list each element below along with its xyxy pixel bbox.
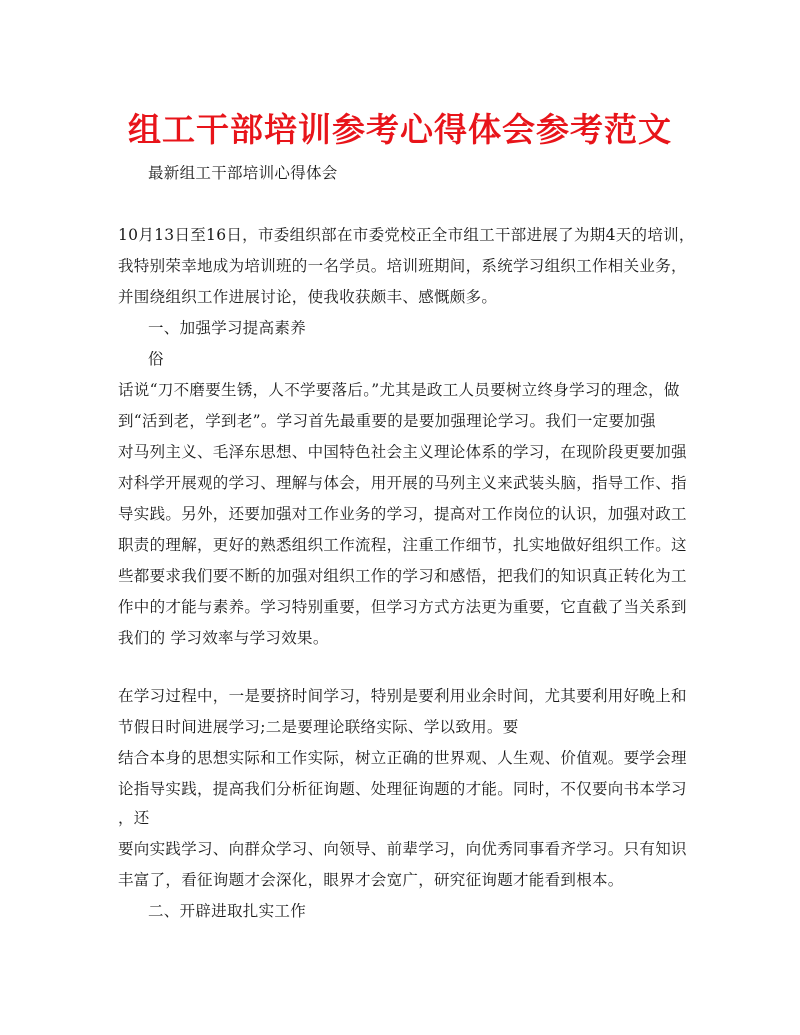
paragraph-line: 职责的理解，更好的熟悉组织工作流程，注重工作细节，扎实地做好组织工作。这	[118, 536, 687, 554]
paragraph-line: 丰富了，看征询题才会深化，眼界才会宽广，研究征询题才能看到根本。	[118, 871, 624, 889]
paragraph-line: 俗	[148, 350, 164, 368]
paragraph-line: 我们的 学习效率与学习效果。	[118, 629, 329, 647]
paragraph-line: 论指导实践，提高我们分析征询题、处理征询题的才能。同时，不仅要向书本学习	[118, 780, 687, 798]
paragraph-line: 到“活到老，学到老”。学习首先最重要的是要加强理论学习。我们一定要加强	[118, 412, 656, 430]
paragraph-line: 并围绕组织工作进展讨论，使我收获颇丰、感慨颇多。	[118, 288, 498, 306]
paragraph-line: ，还	[118, 809, 150, 827]
paragraph-line: 对科学开展观的学习、理解与体会，用开展的马列主义来武装头脑，指导工作、指	[118, 474, 687, 492]
paragraph-line: 我特别荣幸地成为培训班的一名学员。培训班期间，系统学习组织工作相关业务，	[118, 257, 687, 275]
paragraph-line: 10月13日至16日，市委组织部在市委党校正全市组工干部进展了为期4天的培训，	[118, 226, 695, 244]
paragraph-line: 要向实践学习、向群众学习、向领导、前辈学习，向优秀同事看齐学习。只有知识	[118, 840, 687, 858]
paragraph-line: 对马列主义、毛泽东思想、中国特色社会主义理论体系的学习，在现阶段更要加强	[118, 443, 687, 461]
section-heading: 一、加强学习提高素养	[148, 319, 307, 337]
paragraph-line: 话说“刀不磨要生锈，人不学要落后。”尤其是政工人员要树立终身学习的理念，做	[118, 381, 680, 399]
paragraph-line: 节假日时间进展学习;二是要理论联络实际、学以致用。要	[118, 718, 519, 736]
document-title: 组工干部培训参考心得体会参考范文	[128, 110, 672, 149]
paragraph-line: 些都要求我们要不断的加强对组织工作的学习和感悟，把我们的知识真正转化为工	[118, 567, 687, 585]
paragraph-line: 结合本身的思想实际和工作实际，树立正确的世界观、人生观、价值观。要学会理	[118, 749, 687, 767]
paragraph-line: 在学习过程中，一是要挤时间学习，特别是要利用业余时间，尤其要利用好晚上和	[118, 687, 687, 705]
paragraph-line: 导实践。另外，还要加强对工作业务的学习，提高对工作岗位的认识，加强对政工	[118, 505, 687, 523]
section-heading: 二、开辟进取扎实工作	[148, 902, 307, 920]
subtitle-line: 最新组工干部培训心得体会	[148, 164, 338, 182]
paragraph-line: 作中的才能与素养。学习特别重要，但学习方式方法更为重要，它直截了当关系到	[118, 598, 687, 616]
